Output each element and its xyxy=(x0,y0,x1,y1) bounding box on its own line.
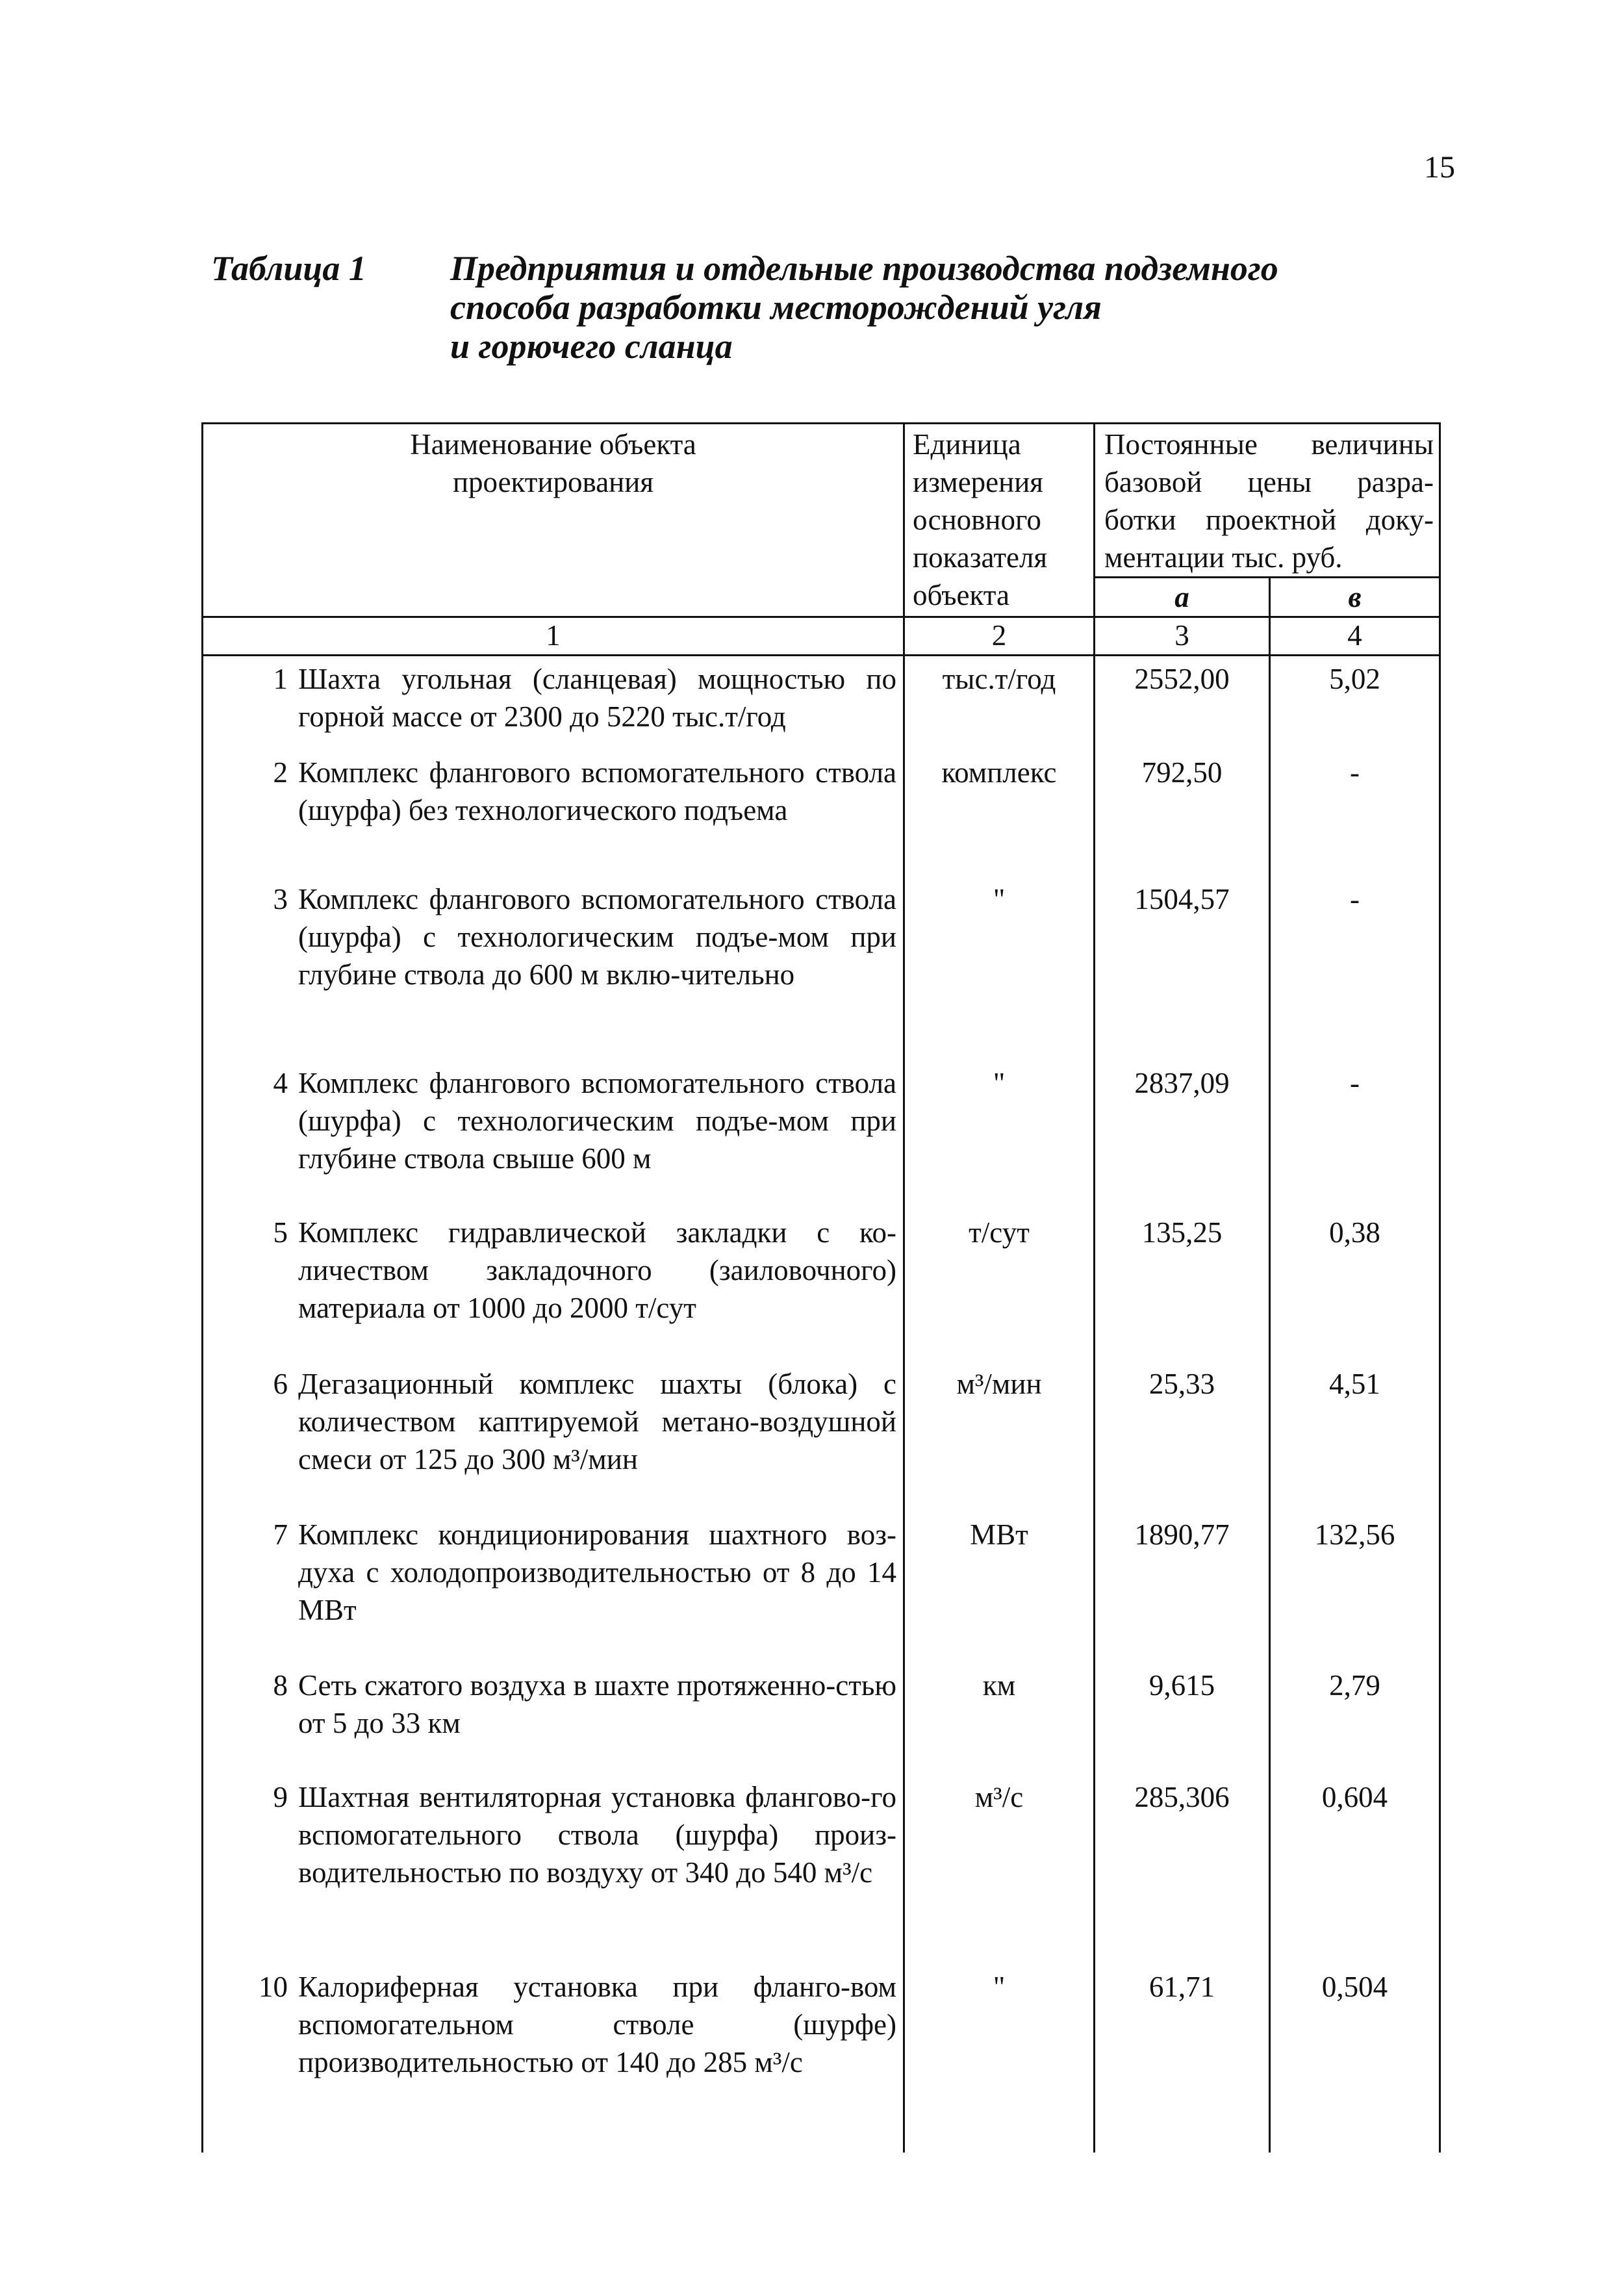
unit-cell: МВт xyxy=(904,1512,1095,1663)
value-a-cell: 61,71 xyxy=(1095,1964,1270,2153)
value-a-cell: 25,33 xyxy=(1095,1361,1270,1512)
value-a-cell: 1504,57 xyxy=(1095,876,1270,1060)
unit-cell: км xyxy=(904,1663,1095,1774)
value-a-cell: 1890,77 xyxy=(1095,1512,1270,1663)
data-table xyxy=(201,422,1441,2153)
header-text: ботки проектной доку- xyxy=(1104,504,1434,536)
header-text: показателя xyxy=(913,541,1048,574)
table-row xyxy=(203,750,1440,876)
column-number: 1 xyxy=(203,617,904,656)
header-base-price-constants xyxy=(1095,424,1440,578)
header-text: измерения xyxy=(913,466,1044,498)
value-b-cell: - xyxy=(1270,876,1440,1060)
header-text: ментации тыс. руб. xyxy=(1104,541,1343,574)
object-name: Сеть сжатого воздуха в шахте протяженно-стью от 5 до 33 км xyxy=(298,1668,896,1739)
row-number: 5 xyxy=(273,1216,288,1249)
column-number: 3 xyxy=(1095,617,1270,656)
object-name-cell xyxy=(203,750,904,876)
header-unit xyxy=(904,424,1095,617)
object-name-cell xyxy=(203,656,904,750)
object-name: Комплекс флангового вспомогательного ствола (шурфа) с технологическим подъе-мом при глубине ствола свыше 600 м xyxy=(298,1066,896,1175)
object-name-cell xyxy=(203,1361,904,1512)
unit-cell: м³/мин xyxy=(904,1361,1095,1512)
table-row xyxy=(203,1512,1440,1663)
row-number: 9 xyxy=(273,1780,288,1813)
header-text: Наименование объекта xyxy=(410,428,696,461)
header-text: базовой цены разра- xyxy=(1104,466,1434,498)
table-row xyxy=(203,1964,1440,2153)
header-sub-b: в xyxy=(1270,578,1440,617)
row-number: 4 xyxy=(273,1066,288,1099)
table-title-line: способа разработки месторождений угля xyxy=(450,288,1102,327)
unit-cell: " xyxy=(904,876,1095,1060)
column-number: 4 xyxy=(1270,617,1440,656)
table-row xyxy=(203,876,1440,1060)
page-number: 15 xyxy=(1424,150,1455,185)
unit-cell: " xyxy=(904,1060,1095,1210)
table-row xyxy=(203,1210,1440,1361)
object-name: Комплекс кондиционирования шахтного воз-духа с холодопроизводительностью от 8 до 14 МВт xyxy=(298,1518,896,1626)
row-number: 8 xyxy=(273,1668,288,1702)
value-b-cell: 2,79 xyxy=(1270,1663,1440,1774)
value-b-cell: - xyxy=(1270,750,1440,876)
header-sub-a: а xyxy=(1095,578,1270,617)
unit-cell: м³/с xyxy=(904,1774,1095,1964)
value-a-cell: 285,306 xyxy=(1095,1774,1270,1964)
object-name-cell xyxy=(203,1060,904,1210)
object-name-cell xyxy=(203,1512,904,1663)
header-text: Постоянные величины xyxy=(1104,428,1434,461)
table-title xyxy=(450,249,1360,366)
value-b-cell: 0,38 xyxy=(1270,1210,1440,1361)
table-row xyxy=(203,1361,1440,1512)
value-a-cell: 2552,00 xyxy=(1095,656,1270,750)
table-row xyxy=(203,656,1440,750)
object-name-cell xyxy=(203,1210,904,1361)
object-name-cell xyxy=(203,1964,904,2153)
row-number: 10 xyxy=(259,1970,288,2003)
object-name-cell xyxy=(203,876,904,1060)
value-b-cell: 0,504 xyxy=(1270,1964,1440,2153)
value-a-cell: 9,615 xyxy=(1095,1663,1270,1774)
value-b-cell: 4,51 xyxy=(1270,1361,1440,1512)
object-name: Комплекс флангового вспомогательного ствола (шурфа) с технологическим подъе-мом при глубине ствола до 600 м вклю-чительно xyxy=(298,882,896,991)
object-name: Комплекс флангового вспомогательного ствола (шурфа) без технологического подъема xyxy=(298,756,896,826)
header-text: проектирования xyxy=(452,466,654,498)
column-number: 2 xyxy=(904,617,1095,656)
value-a-cell: 792,50 xyxy=(1095,750,1270,876)
unit-cell: комплекс xyxy=(904,750,1095,876)
row-number: 1 xyxy=(273,663,288,695)
value-b-cell: 0,604 xyxy=(1270,1774,1440,1964)
object-name: Дегазационный комплекс шахты (блока) с количеством каптируемой метано-воздушной смеси от 125 до 300 м³/мин xyxy=(298,1367,896,1476)
row-number: 6 xyxy=(273,1367,288,1400)
row-number: 3 xyxy=(273,882,288,915)
value-b-cell: 132,56 xyxy=(1270,1512,1440,1663)
value-b-cell: 5,02 xyxy=(1270,656,1440,750)
unit-cell: т/сут xyxy=(904,1210,1095,1361)
header-object-name xyxy=(203,424,904,617)
table-title-line: и горючего сланца xyxy=(450,327,733,366)
row-number: 7 xyxy=(273,1518,288,1551)
unit-cell: " xyxy=(904,1964,1095,2153)
row-number: 2 xyxy=(273,756,288,789)
header-text: основного xyxy=(913,504,1041,536)
header-text: Единица xyxy=(913,428,1021,461)
header-text: объекта xyxy=(913,579,1009,611)
object-name: Калориферная установка при фланго-вом вспомогательном стволе (шурфе) производительностью от 140 до 285 м³/с xyxy=(298,1970,896,2078)
unit-cell: тыс.т/год xyxy=(904,656,1095,750)
object-name-cell xyxy=(203,1774,904,1964)
value-a-cell: 2837,09 xyxy=(1095,1060,1270,1210)
table-row xyxy=(203,1663,1440,1774)
object-name: Шахтная вентиляторная установка флангово-го вспомогательного ствола (шурфа) произ-водительностью по воздуху от 340 до 540 м³/с xyxy=(298,1780,896,1889)
table-title-line: Предприятия и отдельные производства подземного xyxy=(450,249,1278,288)
value-a-cell: 135,25 xyxy=(1095,1210,1270,1361)
object-name: Комплекс гидравлической закладки с ко-личеством закладочного (заиловочного) материала от 1000 до 2000 т/сут xyxy=(298,1216,896,1324)
object-name: Шахта угольная (сланцевая) мощностью по горной массе от 2300 до 5220 тыс.т/год xyxy=(298,663,896,733)
table-row xyxy=(203,1774,1440,1964)
value-b-cell: - xyxy=(1270,1060,1440,1210)
table-label: Таблица 1 xyxy=(211,249,366,288)
table-row xyxy=(203,1060,1440,1210)
object-name-cell xyxy=(203,1663,904,1774)
